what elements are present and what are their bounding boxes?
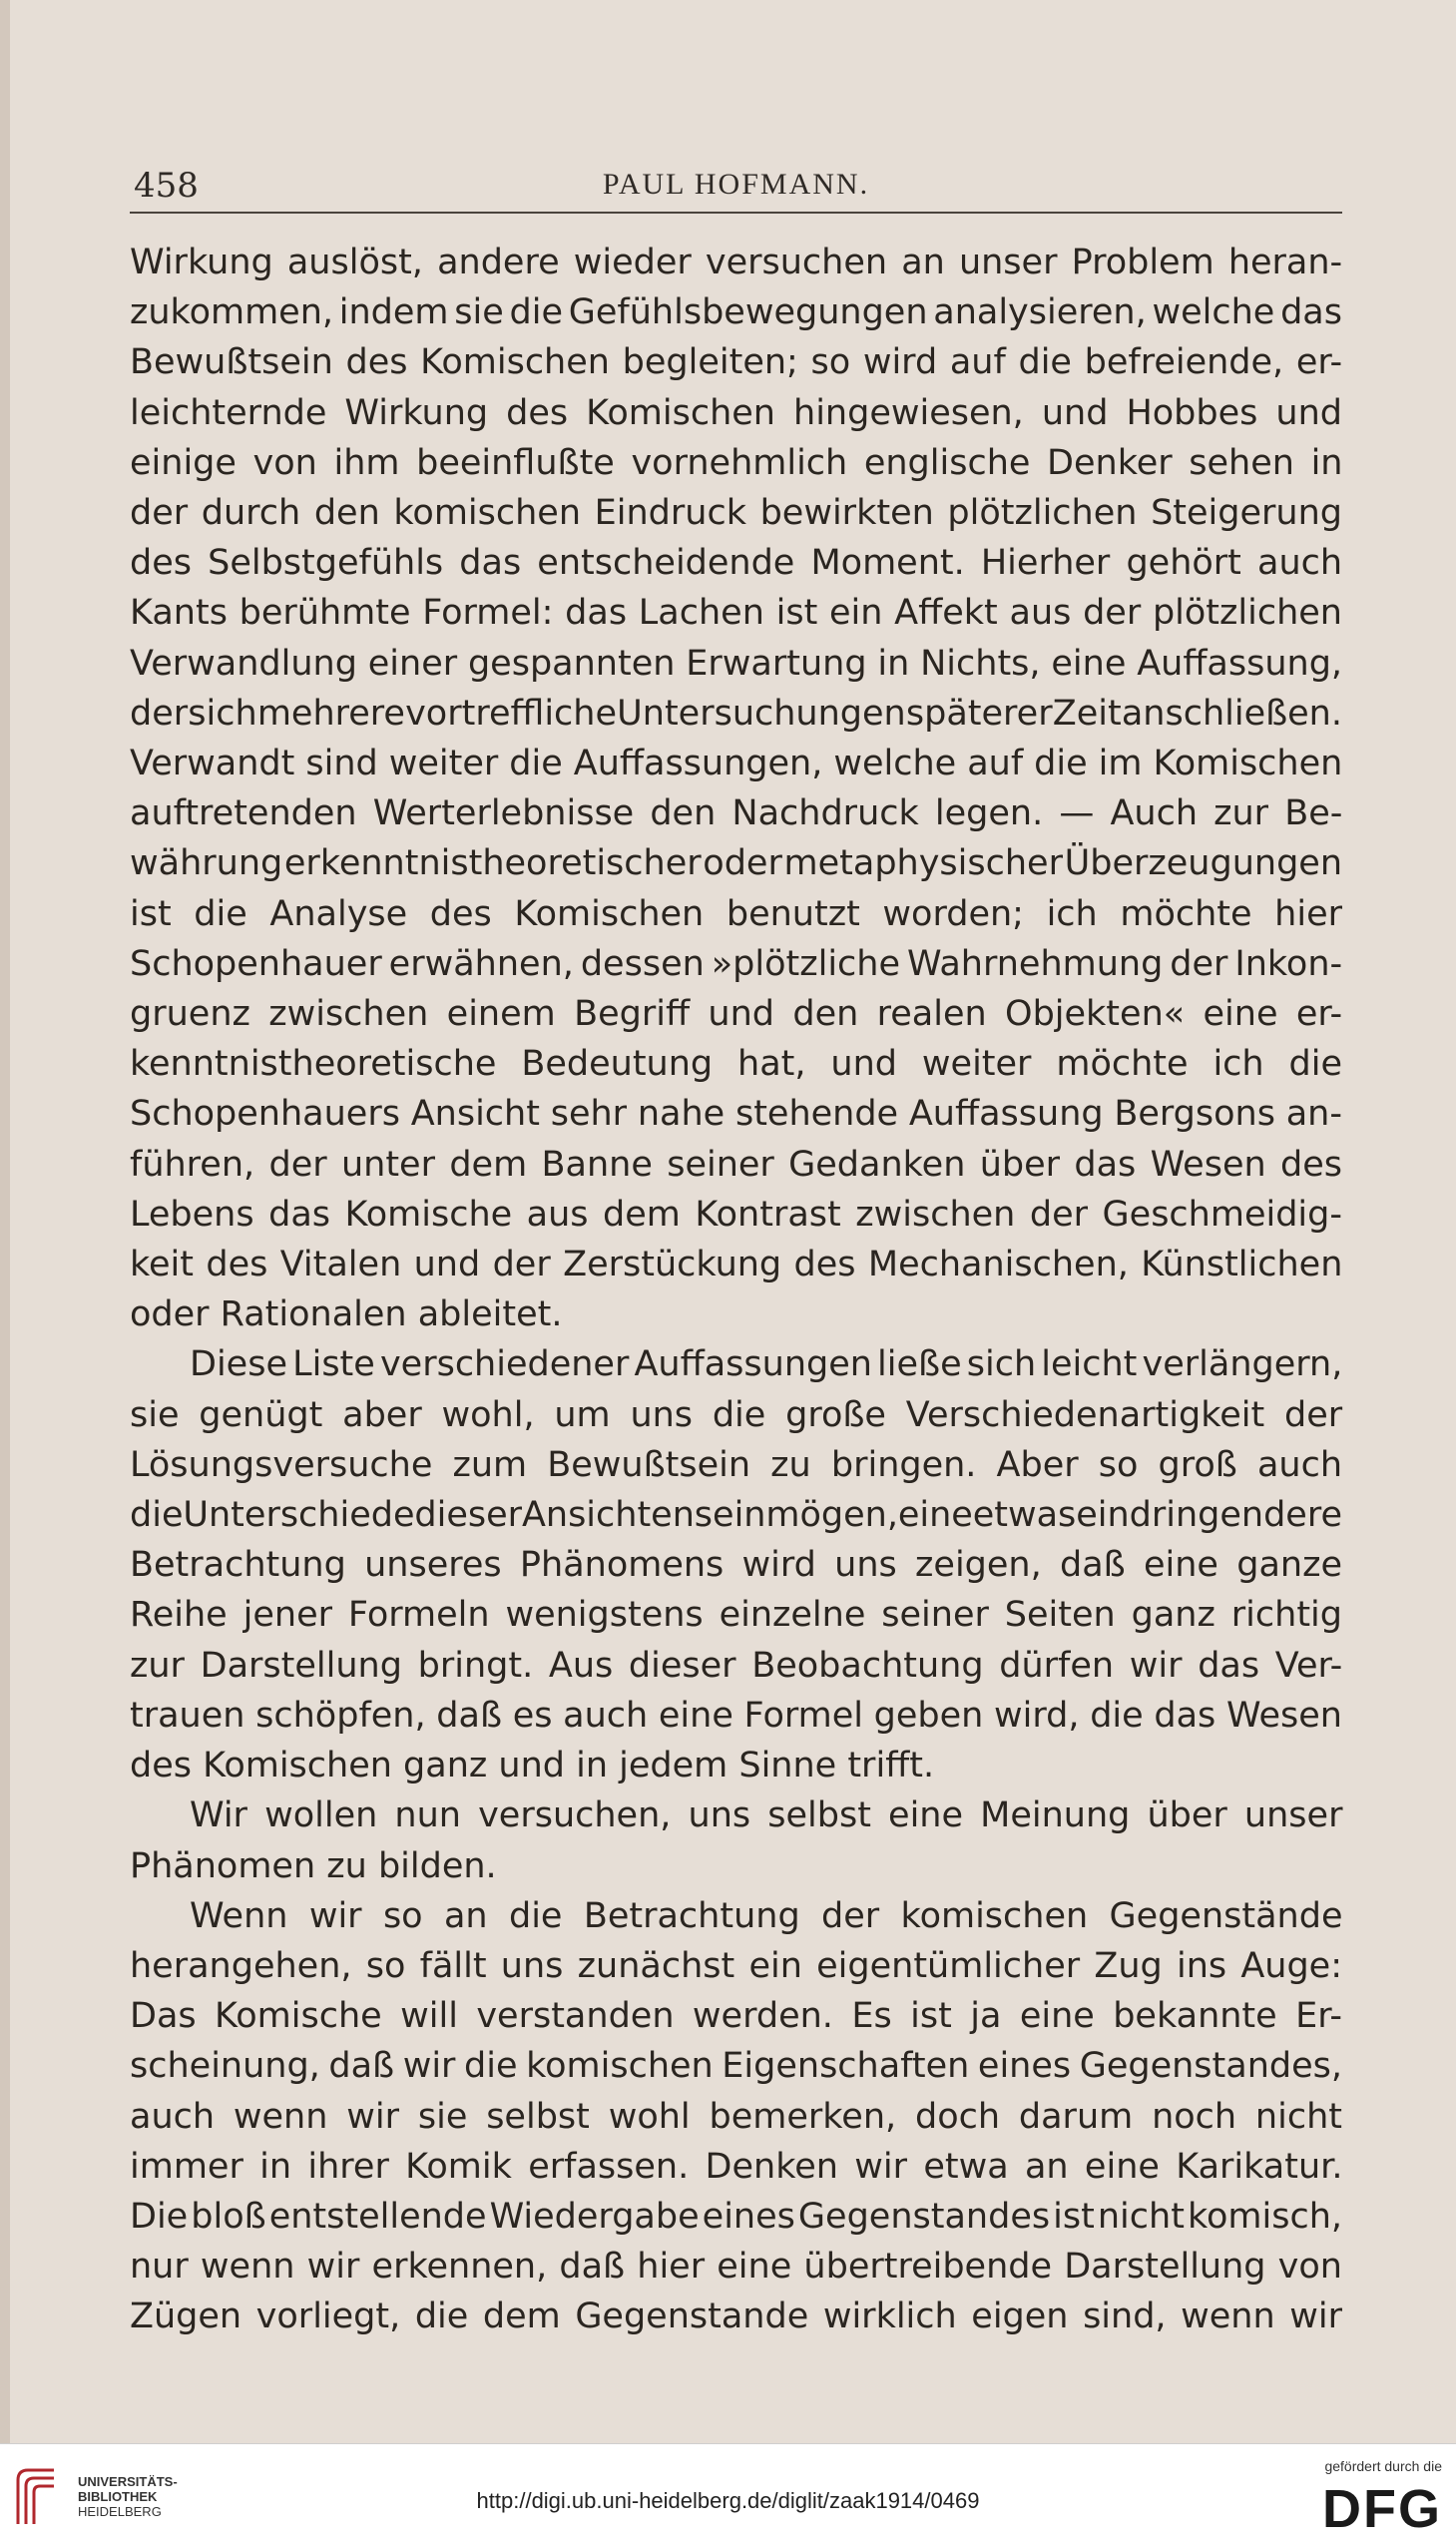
library-name-line3: HEIDELBERG [78, 2504, 162, 2519]
text-line: Schopenhauer erwähnen, dessen »plötzliche Wahrnehmung der Inkon- [130, 943, 1343, 984]
text-line: Wir wollen nun versuchen, uns selbst eine Meinung über unser [190, 1795, 1343, 1836]
viewer-footer [0, 2443, 1456, 2548]
text-line: herangehen, so fällt uns zunächst ein eigentümlicher Zug ins Auge: [130, 1945, 1343, 1986]
text-line: Phänomen zu bilden. [130, 1845, 497, 1886]
text-line: oder Rationalen ableitet. [130, 1294, 563, 1335]
text-line: Wenn wir so an die Betrachtung der komischen Gegenstände [190, 1895, 1343, 1936]
body-text [130, 238, 1342, 2342]
text-line: nur wenn wir erkennen, daß hier eine übertreibende Darstellung von [130, 2247, 1342, 2288]
text-line: Das Komische will verstanden werden. Es ist ja eine bekannte Er- [130, 1996, 1343, 2037]
text-line: Lösungsversuche zum Bewußtsein zu bringen. Aber so groß auch [130, 1444, 1343, 1485]
header-rule [130, 212, 1342, 214]
text-line: sie genügt aber wohl, um uns die große Verschiedenartigkeit der [130, 1394, 1343, 1435]
text-line: scheinung, daß wir die komischen Eigenschaften eines Gegenstandes, [130, 2046, 1342, 2087]
text-line: zur Darstellung bringt. Aus dieser Beobachtung dürfen wir das Ver- [130, 1645, 1343, 1686]
funding-caption: gefördert durch die [1324, 2458, 1442, 2474]
text-line: Die bloß entstellende Wiedergabe eines Gegenstandes ist nicht komisch, [130, 2196, 1342, 2237]
text-line: Betrachtung unseres Phänomens wird uns zeigen, daß eine ganze [130, 1545, 1342, 1586]
text-line: Kants berühmte Formel: das Lachen ist ein Affekt aus der plötzlichen [130, 593, 1342, 634]
text-line: währung erkenntnistheoretischer oder metaphysischer Überzeugungen [130, 843, 1342, 884]
text-line: Verwandlung einer gespannten Erwartung in Nichts, eine Auffassung, [130, 643, 1343, 684]
text-line: die Unterschiede dieser Ansichten sein mögen, eine etwas eindringendere [130, 1495, 1342, 1536]
paragraph [130, 1790, 1342, 1890]
text-line: auftretenden Werterlebnisse den Nachdruck legen. — Auch zur Be- [130, 793, 1343, 834]
text-line: zukommen, indem sie die Gefühlsbewegungen analysieren, welche das [130, 292, 1342, 333]
text-line: trauen schöpfen, daß es auch eine Formel geben wird, die das Wesen [130, 1695, 1342, 1736]
text-line: einige von ihm beeinflußte vornehmlich englische Denker sehen in [130, 442, 1343, 483]
text-line: Zügen vorliegt, die dem Gegenstande wirklich eigen sind, wenn wir [130, 2296, 1342, 2337]
text-line: Schopenhauers Ansicht sehr nahe stehende Auffassung Bergsons an- [130, 1094, 1342, 1135]
paragraph [130, 1339, 1342, 1790]
text-line: führen, der unter dem Banne seiner Gedanken über das Wesen des [130, 1144, 1342, 1185]
text-line: Bewußtsein des Komischen begleiten; so wird auf die befreiende, er- [130, 342, 1343, 383]
text-line: Diese Liste verschiedener Auffassungen ließe sich leicht verlängern, [190, 1344, 1343, 1385]
text-line: des Komischen ganz und in jedem Sinne trifft. [130, 1746, 935, 1786]
text-line: des Selbstgefühls das entscheidende Moment. Hierher gehört auch [130, 543, 1343, 584]
paragraph [130, 1891, 1342, 2342]
permalink-url[interactable]: http://digi.ub.uni-heidelberg.de/diglit/zaak1914/0469 [476, 2488, 980, 2513]
text-line: auch wenn wir sie selbst wohl bemerken, doch darum noch nicht [130, 2096, 1342, 2137]
text-line: leichternde Wirkung des Komischen hingewiesen, und Hobbes und [130, 392, 1342, 433]
text-line: Wirkung auslöst, andere wieder versuchen an unser Problem heran- [130, 243, 1343, 282]
paragraph [130, 238, 1342, 1339]
text-line: gruenz zwischen einem Begriff und den realen Objekten« eine er- [130, 994, 1343, 1035]
page-edge [0, 0, 10, 2443]
library-name-line2: BIBLIOTHEK [78, 2489, 158, 2504]
text-line: Lebens das Komische aus dem Kontrast zwischen der Geschmeidig- [130, 1194, 1342, 1235]
text-line: keit des Vitalen und der Zerstückung des Mechanischen, Künstlichen [130, 1245, 1343, 1285]
running-title: PAUL HOFMANN. [602, 168, 870, 201]
library-name-line1: UNIVERSITÄTS- [78, 2474, 178, 2489]
text-line: der sich mehrere vortreffliche Untersuchungen späterer Zeit anschließen. [130, 693, 1342, 734]
text-line: immer in ihrer Komik erfassen. Denken wir etwa an eine Karikatur. [130, 2146, 1343, 2187]
page-number: 458 [134, 166, 199, 206]
text-line: ist die Analyse des Komischen benutzt worden; ich möchte hier [130, 893, 1342, 934]
running-head [130, 160, 1342, 210]
text-line: der durch den komischen Eindruck bewirkten plötzlichen Steigerung [130, 493, 1342, 534]
text-line: Reihe jener Formeln wenigstens einzelne seiner Seiten ganz richtig [130, 1595, 1342, 1636]
text-line: kenntnistheoretische Bedeutung hat, und weiter möchte ich die [130, 1044, 1342, 1085]
text-line: Verwandt sind weiter die Auffassungen, welche auf die im Komischen [130, 744, 1343, 784]
dfg-logo: DFG [1322, 2479, 1442, 2539]
